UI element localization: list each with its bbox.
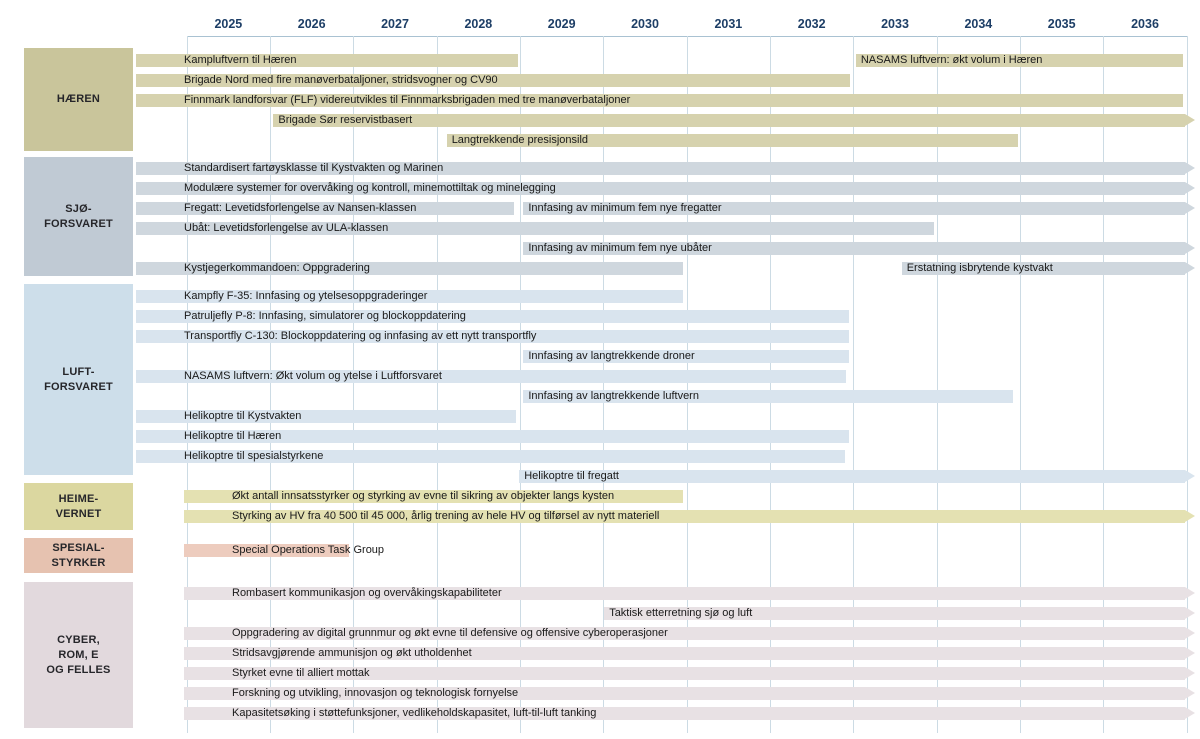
gantt-bar [447,134,1019,147]
gantt-bar [136,182,1185,195]
gantt-bar [184,647,1185,660]
gantt-bar-arrow-head [1185,607,1195,619]
year-label-2025: 2025 [214,17,243,31]
year-label-2029: 2029 [547,17,576,31]
gantt-bar-label: NASAMS luftvern: Økt volum og ytelse i Luftforsvaret [184,370,442,382]
year-label-2027: 2027 [381,17,409,31]
section-label-line: VERNET [55,507,102,520]
gantt-bar [136,262,683,275]
section-label-line: HÆREN [56,93,101,105]
gantt-bar [136,290,683,303]
gantt-bar [136,162,1185,175]
gantt-bar [136,410,516,423]
gantt-bar-label: Kapasitetsøking i støttefunksjoner, vedlikeholdskapasitet, luft-til-luft tanking [232,707,597,719]
gantt-bar-label: Helikoptre til Kystvakten [184,410,302,422]
year-label-2036: 2036 [1131,17,1159,31]
gantt-bar-arrow-head [1185,262,1195,274]
gantt-bar-label: Oppgradering av digital grunnmur og økt evne til defensive og offensive cyberoperasjoner [232,627,668,639]
year-label-2031: 2031 [714,17,743,31]
gantt-bar [136,222,934,235]
gantt-bar [136,430,849,443]
gantt-bar-label: Kampluftvern til Hæren [184,54,297,66]
gantt-bar-label: Innfasing av langtrekkende luftvern [528,390,699,402]
gantt-bar-arrow-head [1185,114,1195,126]
gantt-bar-label: Stridsavgjørende ammunisjon og økt utholdenhet [232,647,472,659]
gantt-bar [184,587,1185,600]
gantt-bar-arrow-head [1185,202,1195,214]
gantt-bar-arrow-head [1185,587,1195,599]
gantt-bar [136,74,850,87]
gantt-bar-label: Modulære systemer for overvåking og kontroll, minemottiltak og minelegging [184,182,556,194]
gantt-bar [523,202,1184,215]
gantt-bar-label: Økt antall innsatsstyrker og styrking av evne til sikring av objekter langs kysten [232,490,615,502]
gantt-bar [184,490,683,503]
section-label-line: SJØ- [65,202,92,215]
year-label-2035: 2035 [1047,17,1076,31]
gantt-bar-arrow-head [1185,647,1195,659]
gantt-bar-arrow-head [1185,510,1195,522]
gantt-bar-arrow-head [1185,707,1195,719]
section-label-line: CYBER, [57,633,100,646]
gantt-bar-label: Fregatt: Levetidsforlengelse av Nansen-klassen [184,202,417,214]
section-label-line: SPESIAL- [52,541,105,554]
gantt-bar [184,544,385,557]
gantt-bar-label: Helikoptre til Hæren [184,430,282,442]
gantt-bar-label: Styrking av HV fra 40 500 til 45 000, årlig trening av hele HV og tilførsel av nytt materiell [232,510,660,522]
gantt-bar-label: Kystjegerkommandoen: Oppgradering [184,262,370,274]
year-label-2034: 2034 [964,17,993,31]
gantt-bar-label: Special Operations Task Group [232,544,385,556]
gantt-bar [136,310,849,323]
gantt-bar [523,350,849,363]
gantt-bar [184,707,1185,720]
year-label-2032: 2032 [797,17,826,31]
gantt-bar-arrow-head [1185,667,1195,679]
section-label-line: FORSVARET [44,217,113,230]
gantt-bar [136,54,518,67]
gantt-bar [184,510,1185,523]
gantt-bar-arrow-head [1185,162,1195,174]
gantt-bar [902,262,1185,275]
gantt-bar-label: Innfasing av minimum fem nye ubåter [528,242,712,254]
gantt-bar-label: Patruljefly P-8: Innfasing, simulatorer og blockoppdatering [184,310,466,322]
gantt-bar-label: NASAMS luftvern: økt volum i Hæren [860,54,1043,66]
gantt-bar [184,687,1185,700]
gantt-bar [136,330,849,343]
gantt-bar-label: Finnmark landforsvar (FLF) videreutvikles til Finnmarksbrigaden med tre manøverbataljoner [184,94,631,106]
gantt-bar [856,54,1183,67]
gantt-bar [136,370,846,383]
gantt-bar [184,667,1185,680]
gantt-bar-label: Innfasing av minimum fem nye fregatter [528,202,722,214]
gantt-bar-label: Ubåt: Levetidsforlengelse av ULA-klassen [184,222,389,234]
gantt-bar [523,242,1184,255]
gantt-bar [519,470,1185,483]
gantt-bar [184,627,1185,640]
gantt-bar-label: Erstatning isbrytende kystvakt [906,262,1053,274]
section-block-cyber-rom-e-og-felles [24,582,133,728]
gantt-bar-label: Transportfly C-130: Blockoppdatering og innfasing av ett nytt transportfly [184,330,537,342]
gantt-bar-label: Forskning og utvikling, innovasjon og teknologisk fornyelse [232,687,519,699]
section-block-luftforsvaret [24,284,133,475]
gantt-bar-label: Kampfly F-35: Innfasing og ytelsesoppgraderinger [184,290,428,302]
section-label-line: ROM, E [58,648,99,661]
year-label-2028: 2028 [464,17,493,31]
gantt-bar-arrow-head [1185,182,1195,194]
gantt-bar-label: Taktisk etterretning sjø og luft [609,607,753,619]
gantt-bar-label: Innfasing av langtrekkende droner [528,350,695,362]
section-block-sjoforsvaret [24,157,133,276]
gantt-bar [136,94,1183,107]
section-label-line: HEIME- [58,492,99,505]
gantt-bar [604,607,1185,620]
section-label-line: OG FELLES [46,663,111,676]
section-label-line: LUFT- [62,365,95,378]
gantt-bar-label: Brigade Sør reservistbasert [278,114,413,126]
gantt-bar [136,202,514,215]
gantt-bar [136,450,845,463]
section-label-line: FORSVARET [44,380,113,393]
gantt-bar [523,390,1013,403]
gantt-bar [273,114,1184,127]
gantt-bar-label: Langtrekkende presisjonsild [451,134,589,146]
gantt-bar-label: Brigade Nord med fire manøverbataljoner, stridsvogner og CV90 [184,74,498,86]
gantt-bar-label: Helikoptre til fregatt [524,470,619,482]
gantt-bar-arrow-head [1185,627,1195,639]
year-label-2030: 2030 [631,17,659,31]
section-block-spesialstyrker [24,538,133,573]
gantt-bar-label: Styrket evne til alliert mottak [232,667,370,679]
section-block-heimevernet [24,483,133,530]
gantt-bar-arrow-head [1185,242,1195,254]
gantt-bar-label: Rombasert kommunikasjon og overvåkingskapabiliteter [232,587,502,599]
gantt-bar-arrow-head [1185,470,1195,482]
section-block-haeren [24,48,133,151]
gantt-bar-arrow-head [1185,687,1195,699]
year-label-2026: 2026 [297,17,326,31]
gantt-bar-label: Standardisert fartøysklasse til Kystvakten og Marinen [184,162,444,174]
year-label-2033: 2033 [881,17,909,31]
section-label-line: STYRKER [51,556,106,569]
gantt-bar-label: Helikoptre til spesialstyrkene [184,450,324,462]
